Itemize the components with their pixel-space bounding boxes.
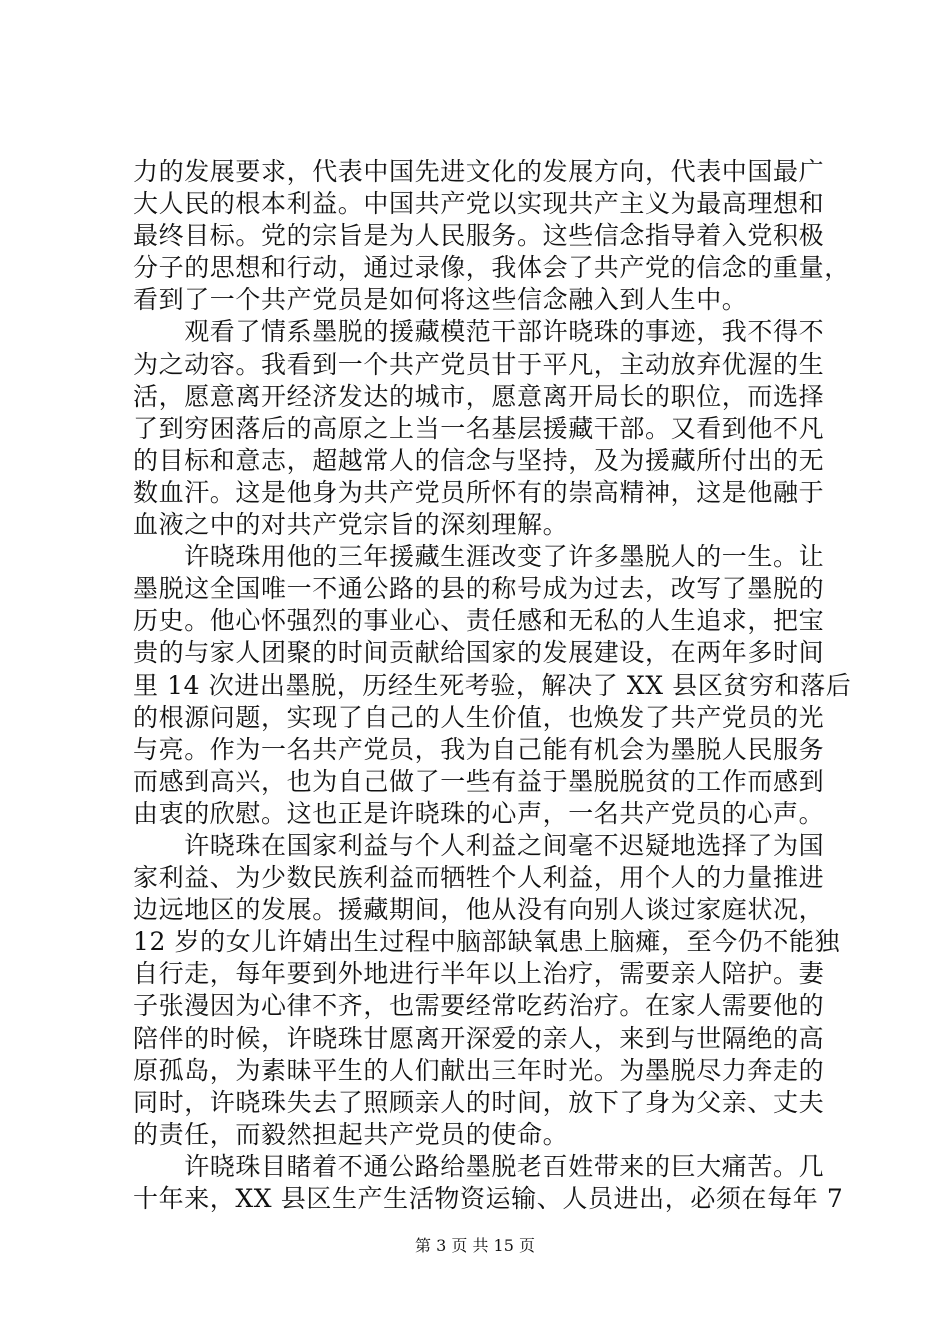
text-line: 与亮。作为一名共产党员，我为自己能有机会为墨脱人民服务 bbox=[133, 734, 825, 764]
text-line: 最终目标。党的宗旨是为人民服务。这些信念指导着入党积极 bbox=[133, 221, 825, 251]
text-line: 的根源问题，实现了自己的人生价值，也焕发了共产党员的光 bbox=[133, 702, 825, 732]
text-line: 自行走，每年要到外地进行半年以上治疗，需要亲人陪护。妻 bbox=[133, 959, 825, 989]
text-line: 大人民的根本利益。中国共产党以实现共产主义为最高理想和 bbox=[133, 189, 825, 219]
text-line: 观看了情系墨脱的援藏模范干部许晓珠的事迹，我不得不 bbox=[133, 317, 825, 347]
text-line: 数血汗。这是他身为共产党员所怀有的崇高精神，这是他融于 bbox=[133, 477, 825, 507]
text-line: 许晓珠在国家利益与个人利益之间毫不迟疑地选择了为国 bbox=[133, 830, 825, 860]
text-line: 由衷的欣慰。这也正是许晓珠的心声，一名共产党员的心声。 bbox=[133, 798, 825, 828]
text-line: 活，愿意离开经济发达的城市，愿意离开局长的职位，而选择 bbox=[133, 381, 825, 411]
text-line: 墨脱这全国唯一不通公路的县的称号成为过去，改写了墨脱的 bbox=[133, 574, 825, 604]
text-line: 陪伴的时候，许晓珠甘愿离开深爱的亲人，来到与世隔绝的高 bbox=[133, 1023, 825, 1053]
text-line: 子张漫因为心律不齐，也需要经常吃药治疗。在家人需要他的 bbox=[133, 991, 825, 1021]
page-footer: 第 3 页 共 15 页 bbox=[415, 1236, 535, 1255]
text-line: 分子的思想和行动，通过录像，我体会了共产党的信念的重量， bbox=[133, 253, 850, 283]
text-line: 许晓珠目睹着不通公路给墨脱老百姓带来的巨大痛苦。几 bbox=[133, 1151, 825, 1181]
text-line: 同时，许晓珠失去了照顾亲人的时间，放下了身为父亲、丈夫 bbox=[133, 1087, 825, 1117]
text-line: 家利益、为少数民族利益而牺牲个人利益，用个人的力量推进 bbox=[133, 863, 825, 893]
text-line: 许晓珠用他的三年援藏生涯改变了许多墨脱人的一生。让 bbox=[133, 542, 825, 572]
text-line: 贵的与家人团聚的时间贡献给国家的发展建设，在两年多时间 bbox=[133, 638, 825, 668]
text-line: 而感到高兴，也为自己做了一些有益于墨脱脱贫的工作而感到 bbox=[133, 766, 825, 796]
text-line: 为之动容。我看到一个共产党员甘于平凡，主动放弃优渥的生 bbox=[133, 349, 825, 379]
text-line: 边远地区的发展。援藏期间，他从没有向别人谈过家庭状况， bbox=[133, 895, 825, 925]
text-line: 十年来，XX 县区生产生活物资运输、人员进出，必须在每年 7 bbox=[133, 1184, 844, 1213]
body-text bbox=[133, 156, 852, 1215]
text-line: 原孤岛，为素昧平生的人们献出三年时光。为墨脱尽力奔走的 bbox=[133, 1055, 825, 1085]
text-line: 看到了一个共产党员是如何将这些信念融入到人生中。 bbox=[133, 285, 748, 315]
text-line: 力的发展要求，代表中国先进文化的发展方向，代表中国最广 bbox=[133, 157, 825, 186]
text-line: 的责任，而毅然担起共产党员的使命。 bbox=[133, 1119, 569, 1149]
text-line: 了到穷困落后的高原之上当一名基层援藏干部。又看到他不凡 bbox=[133, 413, 825, 443]
text-line: 里 14 次进出墨脱，历经生死考验，解决了 XX 县区贫穷和落后 bbox=[133, 670, 852, 700]
text-line: 血液之中的对共产党宗旨的深刻理解。 bbox=[133, 510, 569, 540]
text-line: 12 岁的女儿许婧出生过程中脑部缺氧患上脑瘫，至今仍不能独 bbox=[133, 927, 841, 957]
text-line: 的目标和意志，超越常人的信念与坚持，及为援藏所付出的无 bbox=[133, 445, 825, 475]
text-line: 历史。他心怀强烈的事业心、责任感和无私的人生追求，把宝 bbox=[133, 606, 825, 636]
